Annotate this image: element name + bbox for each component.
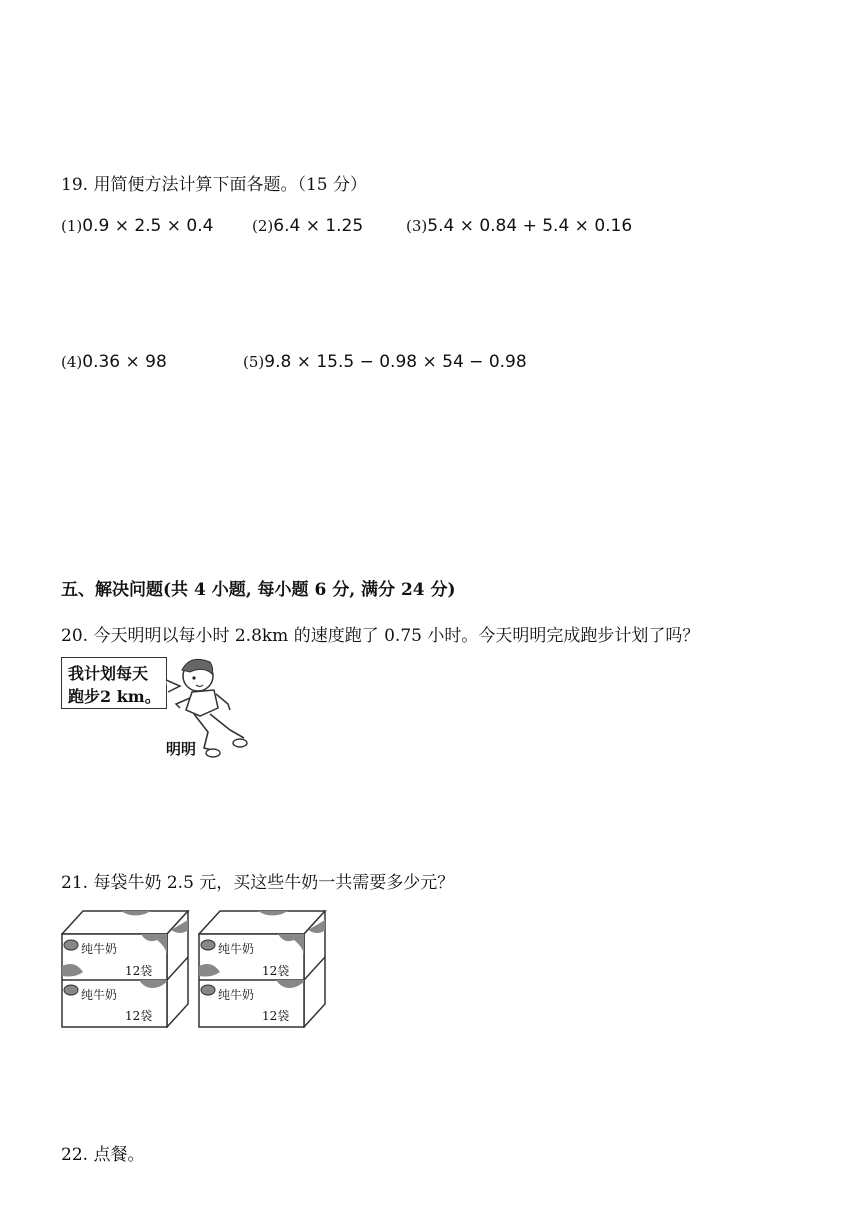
crate-1-top-count: 12袋 (125, 964, 153, 978)
q21-text: 21. 每袋牛奶 2.5 元，买这些牛奶一共需要多少元？ (61, 873, 455, 893)
crate-1-top-label: 纯牛奶 (81, 942, 118, 956)
q19-title: 19. 用简便方法计算下面各题。（15 分） (61, 175, 367, 195)
q19-item-4 (61, 352, 167, 372)
bubble-line-1: 我计划每天 (68, 664, 149, 683)
milk-crate-2 (198, 910, 328, 1028)
item-number: (2) (252, 217, 274, 235)
item-number: (4) (61, 353, 83, 371)
crate-1-bottom-label: 纯牛奶 (81, 988, 118, 1002)
item-expression: 5.4 × 0.84 + 5.4 × 0.16 (427, 216, 633, 236)
q19-item-3 (406, 216, 632, 236)
item-expression: 0.36 × 98 (82, 352, 167, 372)
bubble-line-2: 跑步2 km。 (68, 687, 161, 706)
milk-crate-1 (61, 910, 191, 1028)
section-title: 五、解决问题(共 4 小题, 每小题 6 分, 满分 24 分) (61, 580, 456, 600)
item-expression: 0.9 × 2.5 × 0.4 (82, 216, 214, 236)
crate-2-top-count: 12袋 (262, 964, 290, 978)
crate-2-bottom-label: 纯牛奶 (218, 988, 255, 1002)
item-number: (3) (406, 217, 428, 235)
crate-2-bottom-count: 12袋 (262, 1009, 290, 1023)
item-expression: 6.4 × 1.25 (273, 216, 364, 236)
runner-name: 明明 (166, 740, 197, 758)
q22-text: 22. 点餐。 (61, 1145, 145, 1165)
item-number: (1) (61, 217, 83, 235)
crate-1-bottom-count: 12袋 (125, 1009, 153, 1023)
crate-2-top-label: 纯牛奶 (218, 942, 255, 956)
q19-item-1 (61, 216, 213, 236)
q19-item-5 (243, 352, 527, 372)
item-number: (5) (243, 353, 265, 371)
speech-bubble (61, 657, 167, 709)
q19-item-2 (252, 216, 363, 236)
q20-text: 20. 今天明明以每小时 2.8km 的速度跑了 0.75 小时。今天明明完成跑步计划了吗？ (61, 626, 700, 646)
item-expression: 9.8 × 15.5 − 0.98 × 54 − 0.98 (264, 352, 527, 372)
